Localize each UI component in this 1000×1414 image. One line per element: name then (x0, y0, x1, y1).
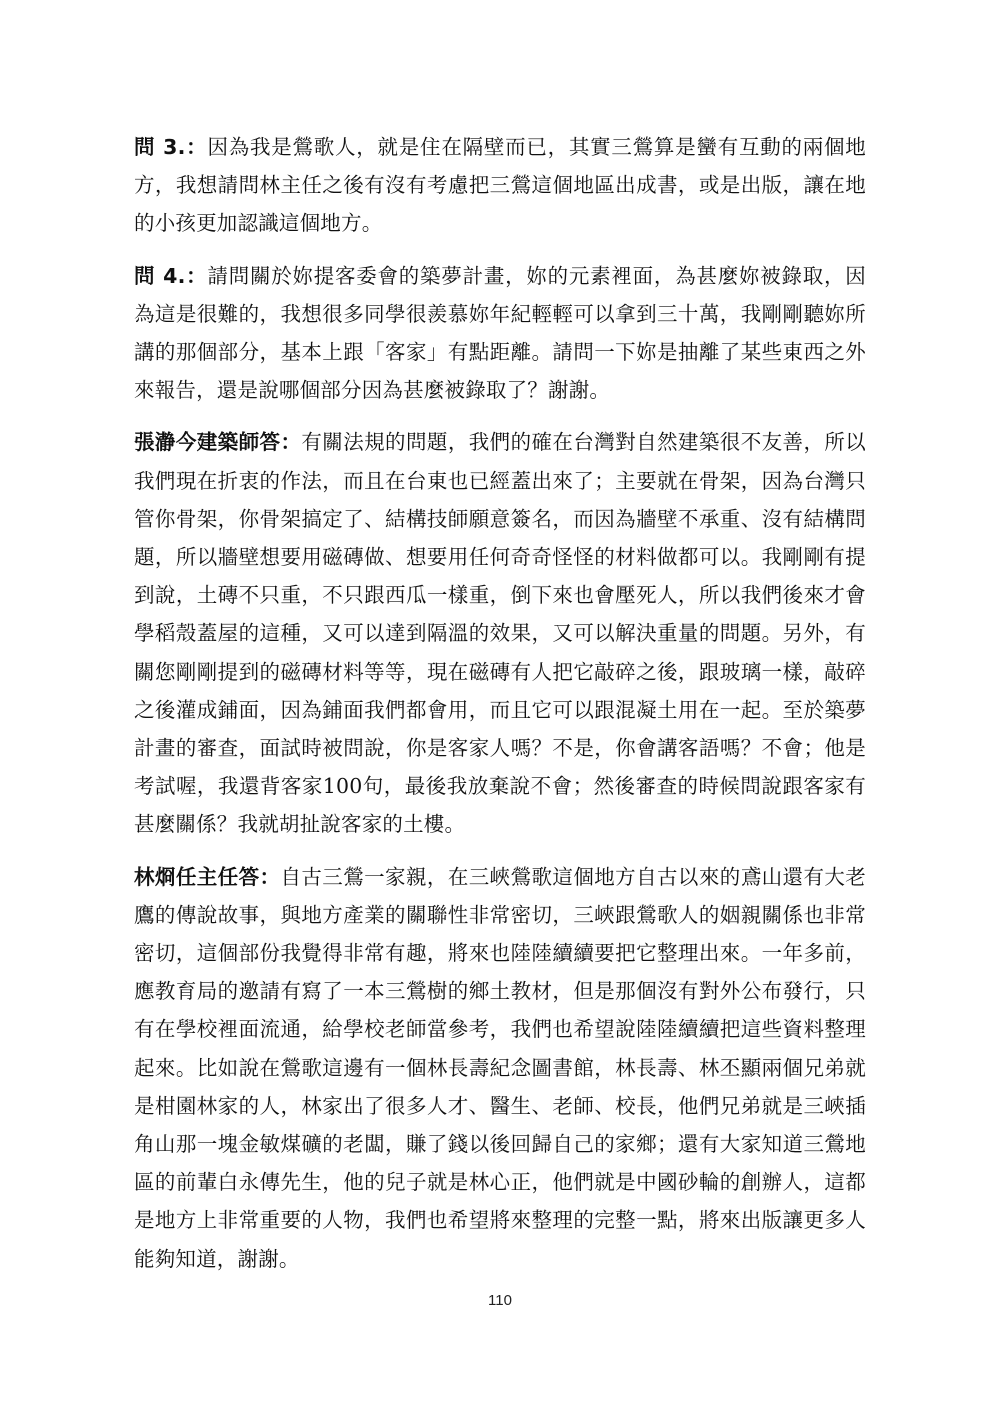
paragraph-text: 請問關於妳提客委會的築夢計畫，妳的元素裡面，為甚麼妳被錄取，因為這是很難的，我想很多同學很羨慕妳年紀輕輕可以拿到三十萬，我剛剛聽妳所講的那個部分，基本上跟「客家」有點距離。請問一下妳是抽離了某些東西之外來報告，還是說哪個部分因為甚麼被錄取了？謝謝。 (134, 263, 866, 403)
document-body (134, 128, 866, 1292)
speaker-label: 張瀞今建築師答： (134, 430, 302, 455)
speaker-label: 林烱任主任答： (134, 864, 281, 889)
speaker-label: 問 4.： (134, 263, 208, 288)
paragraph-question-4 (134, 257, 866, 410)
paragraph-answer-architect (134, 423, 866, 843)
paragraph-text: 自古三鶯一家親，在三峽鶯歌這個地方自古以來的鳶山還有大老鷹的傳說故事，與地方產業的關聯性非常密切，三峽跟鶯歌人的姻親關係也非常密切，這個部份我覺得非常有趣，將來也陸陸續續要把它整理出來。一年多前，應教育局的邀請有寫了一本三鶯樹的鄉土教材，但是那個沒有對外公布發行，只有在學校裡面流通，給學校老師當參考，我們也希望說陸陸續續把這些資料整理起來。比如說在鶯歌這邊有一個林長壽紀念圖書館，林長壽、林丕顯兩個兄弟就是柑園林家的人，林家出了很多人才、醫生、老師、校長，他們兄弟就是三峽插角山那一塊金敏煤礦的老闆，賺了錢以後回歸自己的家鄉；還有大家知道三鶯地區的前輩白永傳先生，他的兒子就是林心正，他們就是中國砂輪的創辦人，這都是地方上非常重要的人物，我們也希望將來整理的完整一點，將來出版讓更多人能夠知道，謝謝。 (134, 864, 866, 1271)
paragraph-text: 因為我是鶯歌人，就是住在隔壁而已，其實三鶯算是蠻有互動的兩個地方，我想請問林主任之後有沒有考慮把三鶯這個地區出成書，或是出版，讓在地的小孩更加認識這個地方。 (134, 135, 866, 236)
paragraph-answer-director (134, 858, 866, 1278)
page-number: 110 (488, 1292, 512, 1309)
paragraph-text: 有關法規的問題，我們的確在台灣對自然建築很不友善，所以我們現在折衷的作法，而且在台東也已經蓋出來了；主要就在骨架，因為台灣只管你骨架，你骨架搞定了、結構技師願意簽名，而因為牆壁不承重、沒有結構問題，所以牆壁想要用磁磚做、想要用任何奇奇怪怪的材料做都可以。我剛剛有提到說，土磚不只重，不只跟西瓜一樣重，倒下來也會壓死人，所以我們後來才會學稻殼蓋屋的這種，又可以達到隔溫的效果，又可以解決重量的問題。另外，有關您剛剛提到的磁磚材料等等，現在磁磚有人把它敲碎之後，跟玻璃一樣，敲碎之後灌成鋪面，因為鋪面我們都會用，而且它可以跟混凝土用在一起。至於築夢計畫的審查，面試時被問說，你是客家人嗎？不是，你會講客語嗎？不會；他是考試喔，我還背客家100句，最後我放棄說不會；然後審查的時候問說跟客家有甚麼關係？我就胡扯說客家的土樓。 (134, 430, 866, 837)
paragraph-question-3 (134, 128, 866, 243)
speaker-label: 問 3.： (134, 135, 208, 159)
